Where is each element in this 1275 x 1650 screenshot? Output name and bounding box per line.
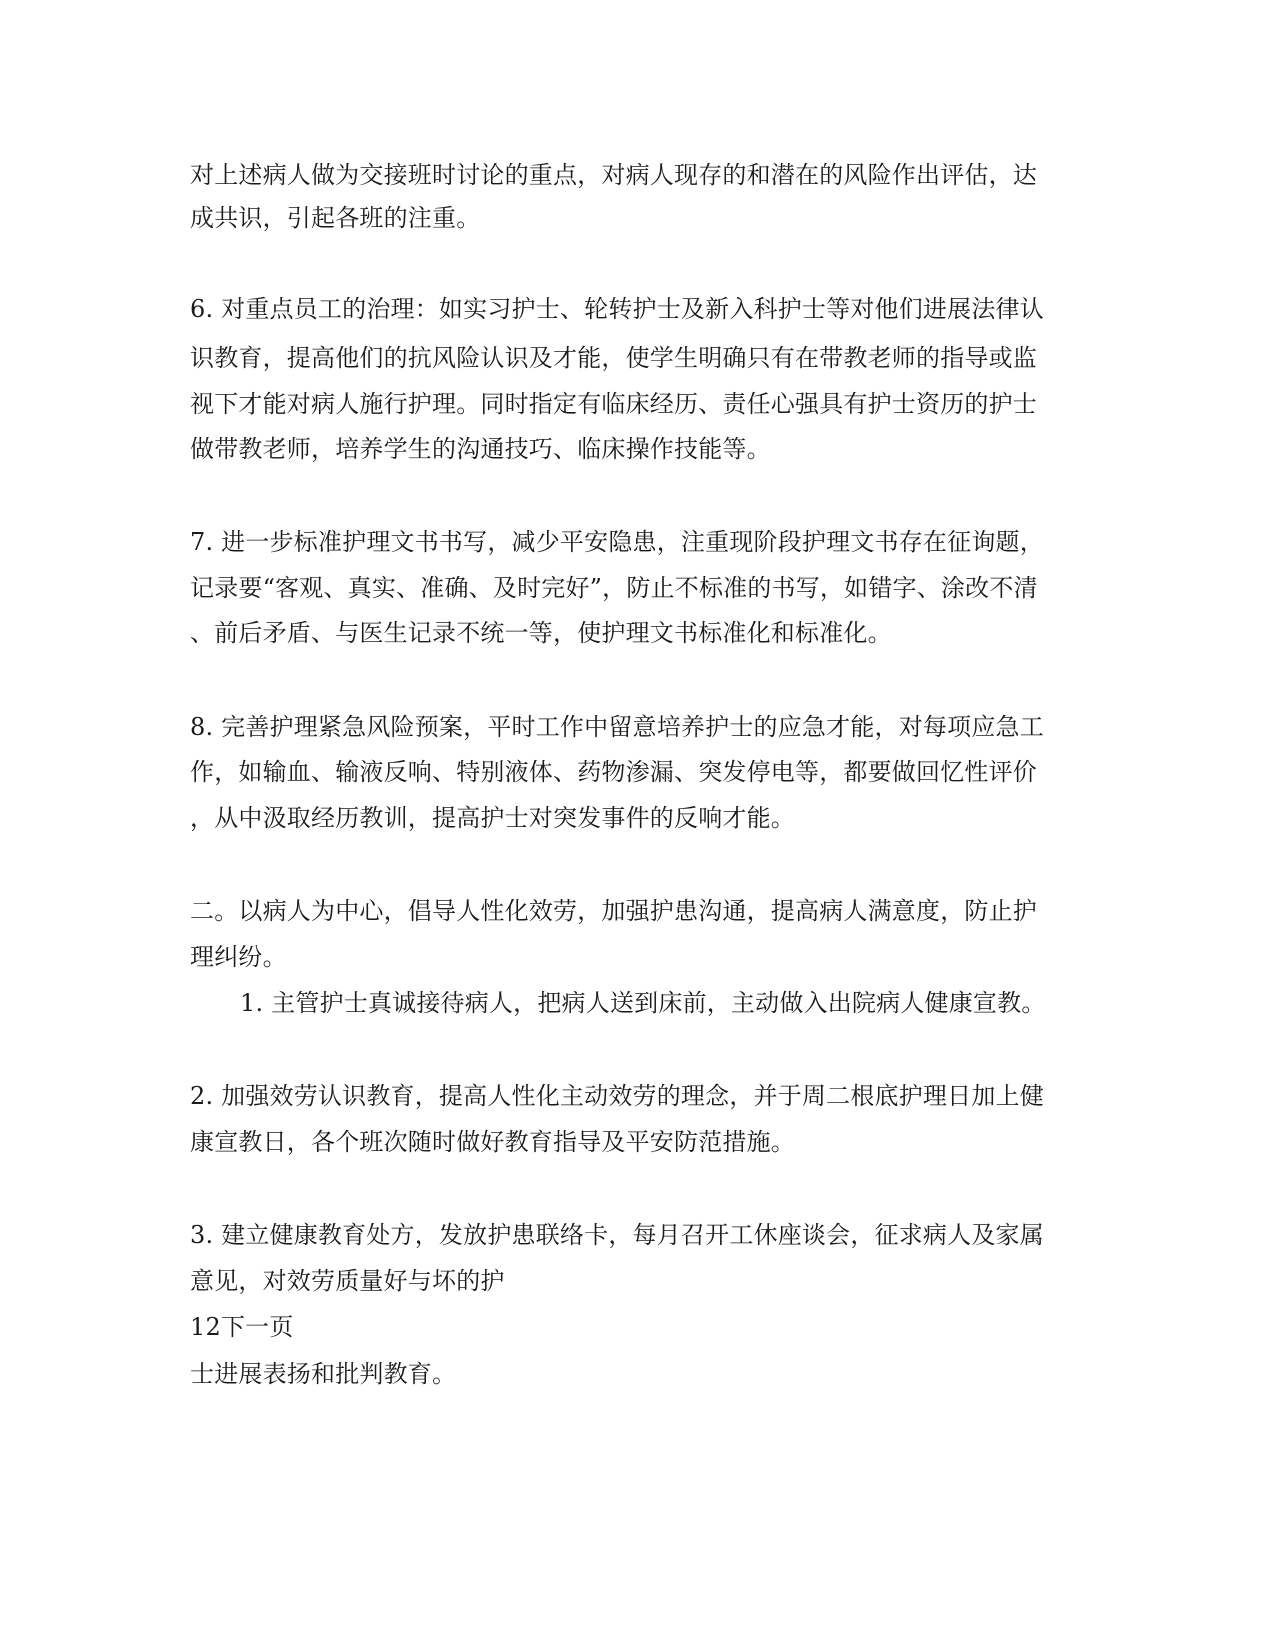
text-line: 、前后矛盾、与医生记录不统一等，使护理文书标准化和标准化。	[190, 619, 892, 647]
page-nav-text: 12下一页	[190, 1313, 294, 1341]
text-line: 3. 建立健康教育处方，发放护患联络卡，每月召开工休座谈会，征求病人及家属	[190, 1221, 1044, 1249]
text-line: 二。以病人为中心，倡导人性化效劳，加强护患沟通，提高病人满意度，防止护	[190, 897, 1037, 925]
text-line: 6. 对重点员工的治理：如实习护士、轮转护士及新入科护士等对他们进展法律认	[190, 295, 1044, 323]
text-line: 理纠纷。	[190, 943, 287, 971]
text-line: 2. 加强效劳认识教育，提高人性化主动效劳的理念，并于周二根底护理日加上健	[190, 1082, 1044, 1110]
text-line: 意见，对效劳质量好与坏的护	[190, 1267, 505, 1295]
text-line: 康宣教日，各个班次随时做好教育指导及平安防范措施。	[190, 1128, 795, 1156]
text-line: ，从中汲取经历教训，提高护士对突发事件的反响才能。	[190, 804, 795, 832]
text-line: 识教育，提高他们的抗风险认识及才能，使学生明确只有在带教老师的指导或监	[190, 344, 1037, 372]
text-line: 7. 进一步标准护理文书书写，减少平安隐患，注重现阶段护理文书存在征询题，	[190, 528, 1044, 556]
text-line: 成共识，引起各班的注重。	[190, 204, 481, 232]
text-line: 士进展表扬和批判教育。	[190, 1360, 457, 1388]
text-line: 1. 主管护士真诚接待病人，把病人送到床前，主动做入出院病人健康宣教。	[240, 989, 1046, 1017]
text-line: 对上述病人做为交接班时讨论的重点，对病人现存的和潜在的风险作出评估，达	[190, 161, 1037, 189]
text-line: 8. 完善护理紧急风险预案，平时工作中留意培养护士的应急才能，对每项应急工	[190, 713, 1044, 741]
text-line: 作，如输血、输液反响、特别液体、药物渗漏、突发停电等，都要做回忆性评价	[190, 758, 1037, 786]
text-line: 记录要“客观、真实、准确、及时完好”，防止不标准的书写，如错字、涂改不清	[190, 574, 1038, 602]
text-line: 视下才能对病人施行护理。同时指定有临床经历、责任心强具有护士资历的护士	[190, 390, 1037, 418]
text-line: 做带教老师，培养学生的沟通技巧、临床操作技能等。	[190, 435, 771, 463]
